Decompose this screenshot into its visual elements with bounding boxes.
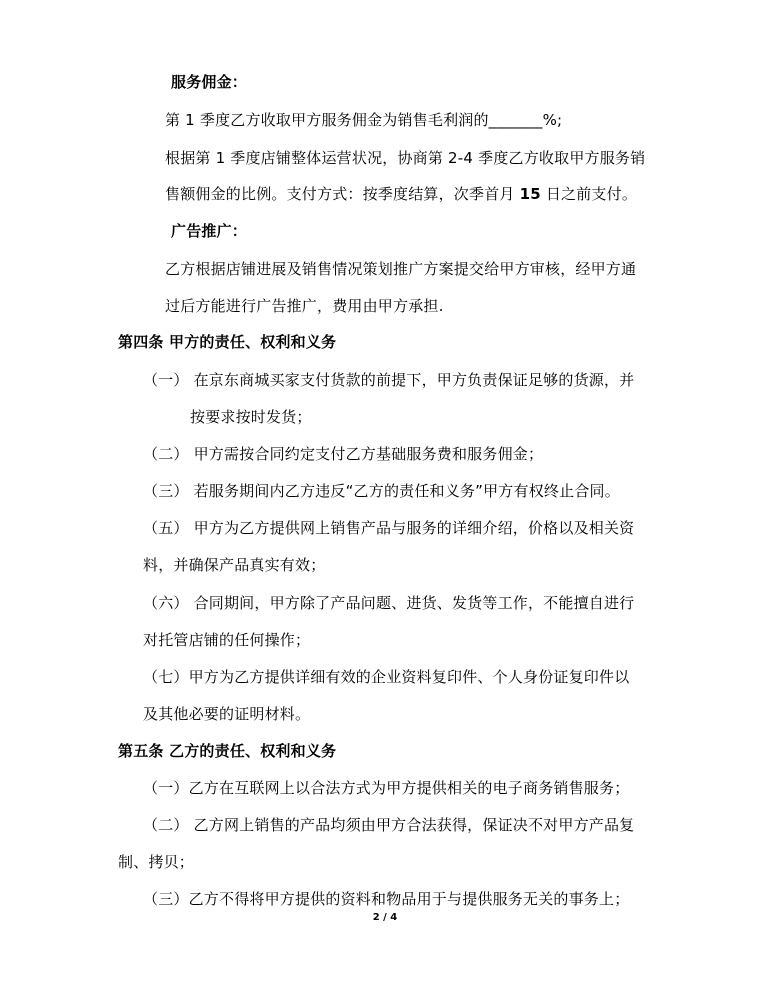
article-4-item-7-line-1: （七）甲方为乙方提供详细有效的企业资料复印件、个人身份证复印件以 xyxy=(143,668,630,686)
article-4-item-7-line-2: 及其他必要的证明材料。 xyxy=(143,705,311,723)
article-4-item-5-line-2: 料，并确保产品真实有效； xyxy=(143,556,326,574)
commission-line-3-text-a: 售额佣金的比例。支付方式：按季度结算，次季首月 xyxy=(165,185,520,203)
article-4-item-1-line-1: （一） 在京东商城买家支付货款的前提下，甲方负责保证足够的货源，并 xyxy=(143,371,635,389)
article-4-title: 第四条 甲方的责任、权利和义务 xyxy=(118,333,337,351)
article-4-item-6-line-2: 对托管店铺的任何操作； xyxy=(143,631,311,649)
commission-line-3 xyxy=(165,184,637,204)
article-5-item-3: （三）乙方不得将甲方提供的资料和物品用于与提供服务无关的事务上； xyxy=(143,890,630,908)
page-number: 2 / 4 xyxy=(372,912,398,923)
article-4-item-6-line-1: （六） 合同期间，甲方除了产品问题、进货、发货等工作，不能擅自进行 xyxy=(143,594,635,612)
article-4-item-5-line-1: （五） 甲方为乙方提供网上销售产品与服务的详细介绍，价格以及相关资 xyxy=(143,519,635,537)
article-4-item-1-line-2: 按要求按时发货； xyxy=(190,408,312,426)
commission-line-3-day: 15 xyxy=(519,185,541,203)
ad-heading: 广告推广： xyxy=(171,222,248,240)
ad-line-2: 过后方能进行广告推广，费用由甲方承担. xyxy=(165,297,444,315)
article-5-item-1: （一）乙方在互联网上以合法方式为甲方提供相关的电子商务销售服务； xyxy=(143,779,630,797)
article-5-item-2-line-2: 制、拷贝； xyxy=(118,853,195,871)
article-4-item-3: （三） 若服务期间内乙方违反“乙方的责任和义务”甲方有权终止合同。 xyxy=(143,482,620,500)
service-commission-heading: 服务佣金： xyxy=(171,73,248,91)
commission-line-1: 第 1 季度乙方收取甲方服务佣金为销售毛利润的_______%; xyxy=(165,111,563,129)
article-5-item-2-line-1: （二） 乙方网上销售的产品均须由甲方合法获得，保证决不对甲方产品复 xyxy=(143,816,635,834)
commission-line-2: 根据第 1 季度店铺整体运营状况，协商第 2-4 季度乙方收取甲方服务销 xyxy=(165,149,646,167)
ad-line-1: 乙方根据店铺进展及销售情况策划推广方案提交给甲方审核，经甲方通 xyxy=(165,260,637,278)
article-5-title: 第五条 乙方的责任、权利和义务 xyxy=(118,742,337,760)
article-4-item-2: （二） 甲方需按合同约定支付乙方基础服务费和服务佣金； xyxy=(143,445,544,463)
commission-line-3-text-b: 日之前支付。 xyxy=(540,185,638,203)
